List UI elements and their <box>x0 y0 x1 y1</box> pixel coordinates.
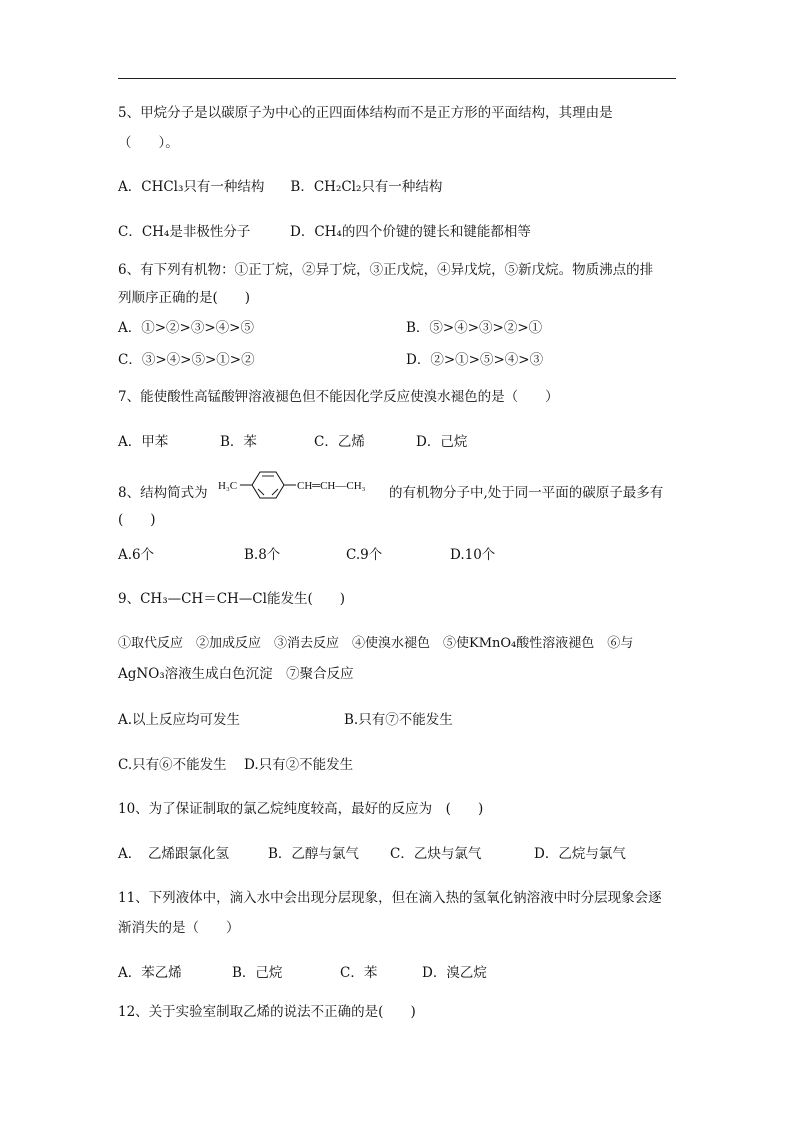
q6-option-b[interactable]: B．⑤>④>③>②>① <box>406 320 543 336</box>
q11-stem-line1: 11、下列液体中，滴入水中会出现分层现象，但在滴入热的氢氧化钠溶液中时分层现象会逐 <box>118 890 662 906</box>
q9-stem: 9、CH₃—CH＝CH—Cl能发生( ) <box>118 591 345 607</box>
q5-stem-line2: （ ）。 <box>118 135 179 151</box>
q7-option-a[interactable]: A．甲苯 <box>118 434 169 450</box>
q8-stem-before: 8、结构简式为 <box>118 485 208 501</box>
q9-options-cd <box>118 756 353 774</box>
q6-stem-line2: 列顺序正确的是( ) <box>118 290 251 306</box>
q7-stem: 7、能使酸性高锰酸钾溶液褪色但不能因化学反应使溴水褪色的是（ ） <box>118 389 559 405</box>
q7-option-d[interactable]: D．己烷 <box>416 434 468 450</box>
q8-option-b[interactable]: B.8个 <box>244 547 281 563</box>
q11-option-c[interactable]: C．苯 <box>340 965 378 981</box>
q7-options <box>118 433 467 451</box>
q5-option-d[interactable]: D．CH₄的四个价键的键长和键能都相等 <box>290 224 531 240</box>
q9-option-b[interactable]: B.只有⑦不能发生 <box>344 712 453 728</box>
q11-options <box>118 964 487 982</box>
q11-option-d[interactable]: D．溴乙烷 <box>422 965 487 981</box>
q9-option-d[interactable]: D.只有②不能发生 <box>244 757 354 773</box>
q10-option-c[interactable]: C．乙炔与氯气 <box>390 846 482 862</box>
q6-stem-line1: 6、有下列有机物：①正丁烷，②异丁烷，③正戊烷，④异戊烷，⑤新戊烷。物质沸点的排 <box>118 262 654 278</box>
q5-option-a[interactable]: A．CHCl₃只有一种结构 <box>118 179 265 195</box>
q11-stem-line2: 渐消失的是（ ） <box>118 920 240 936</box>
q10-option-d[interactable]: D．乙烷与氯气 <box>534 846 626 862</box>
q5-option-b[interactable]: B．CH₂Cl₂只有一种结构 <box>290 179 443 195</box>
q11-option-a[interactable]: A．苯乙烯 <box>118 965 182 981</box>
molecule-structure-image <box>218 470 388 504</box>
q8-option-c[interactable]: C.9个 <box>346 547 383 563</box>
q10-option-b[interactable]: B．乙醇与氯气 <box>268 846 359 862</box>
q6-option-d[interactable]: D．②>①>⑤>④>③ <box>406 352 544 368</box>
q8-stem-line2: ( ) <box>118 512 156 528</box>
q7-option-c[interactable]: C．乙烯 <box>314 434 365 450</box>
q8-option-d[interactable]: D.10个 <box>450 547 496 563</box>
q9-option-c[interactable]: C.只有⑥不能发生 <box>118 757 227 773</box>
q5-stem-line1: 5、甲烷分子是以碳原子为中心的正四面体结构而不是正方形的平面结构，其理由是 <box>118 105 613 121</box>
q10-options <box>118 845 626 863</box>
molecule-methyl-left: H₃C <box>218 480 238 492</box>
q9-list-line1: ①取代反应 ②加成反应 ③消去反应 ④使溴水褪色 ⑤使KMnO₄酸性溶液褪色 ⑥与 <box>118 636 634 651</box>
q5-option-c[interactable]: C．CH₄是非极性分子 <box>118 224 251 240</box>
q7-option-b[interactable]: B．苯 <box>220 434 257 450</box>
q8-option-a[interactable]: A.6个 <box>118 547 155 563</box>
q10-stem: 10、为了保证制取的氯乙烷纯度较高，最好的反应为 ( ) <box>118 801 484 817</box>
q8-stem-after: 的有机物分子中,处于同一平面的碳原子最多有 <box>389 485 664 501</box>
q5-options-cd <box>118 223 531 241</box>
q8-options <box>118 546 495 564</box>
q6-option-a[interactable]: A．①>②>③>④>⑤ <box>118 320 254 336</box>
q9-option-a[interactable]: A.以上反应均可发生 <box>118 712 241 728</box>
header-rule <box>118 78 676 79</box>
q9-list-line2: AgNO₃溶液生成白色沉淀 ⑦聚合反应 <box>118 666 354 682</box>
molecule-chain-right: CH═CH—CH₃ <box>297 480 366 492</box>
q11-option-b[interactable]: B．己烷 <box>232 965 283 981</box>
q12-stem: 12、关于实验室制取乙烯的说法不正确的是( ) <box>118 1004 416 1020</box>
q10-option-a[interactable]: A． 乙烯跟氯化氢 <box>118 846 229 862</box>
q6-option-c[interactable]: C．③>④>⑤>①>② <box>118 352 255 368</box>
q5-options-ab <box>118 178 442 196</box>
